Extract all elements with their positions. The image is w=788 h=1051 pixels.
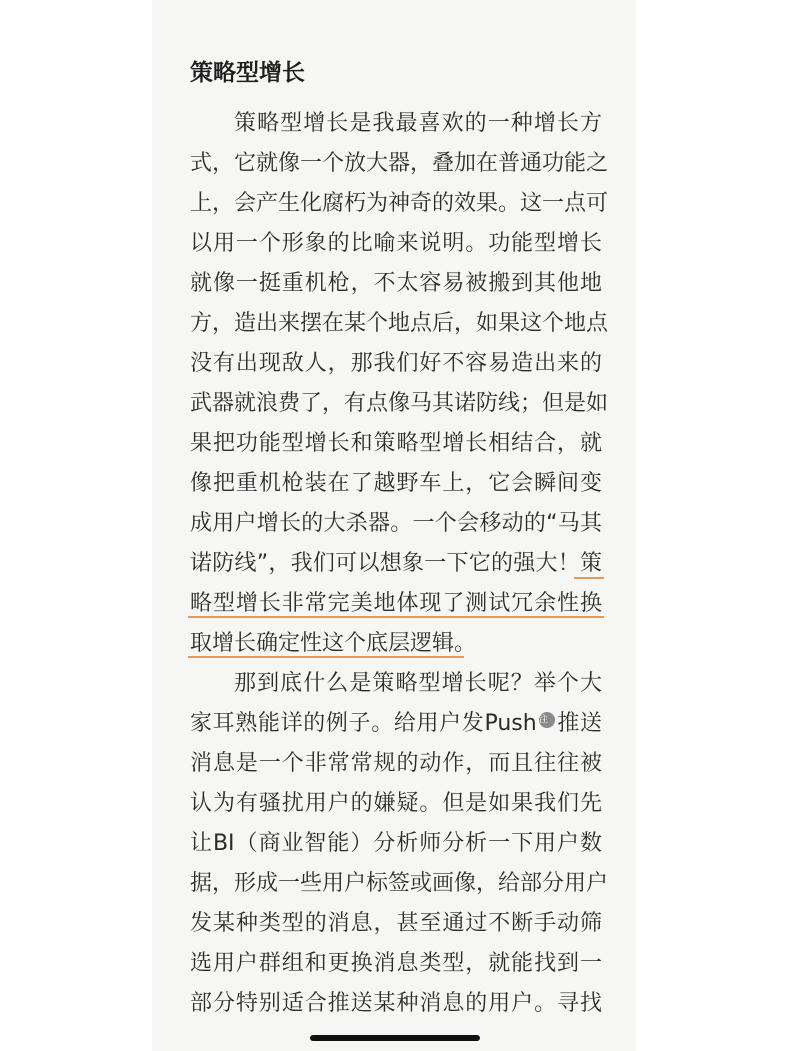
paragraph-1-line-8: 武器就浪费了，有点像马其诺防线；但是如 — [190, 391, 609, 416]
paragraph-2-line-5: 让BI（商业智能）分析师分析一下用户数 — [190, 831, 602, 856]
book-page — [152, 0, 636, 1051]
paragraph-2-line-4: 认为有骚扰用户的嫌疑。但是如果我们先 — [190, 791, 602, 816]
highlight-underline — [188, 616, 604, 618]
paragraph-1-line-3: 上，会产生化腐朽为神奇的效果。这一点可 — [190, 191, 609, 216]
highlight-underline — [574, 577, 604, 579]
paragraph-1-line-6: 方，造出来摆在某个地点后，如果这个地点 — [190, 311, 609, 336]
paragraph-2-line-1: 那到底什么是策略型增长呢？举个大 — [234, 671, 602, 696]
paragraph-2-line-9: 部分特别适合推送某种消息的用户。寻找 — [190, 991, 602, 1016]
home-indicator[interactable] — [310, 1035, 480, 1041]
paragraph-1-line-12: 诺防线”，我们可以想象一下它的强大！策 — [190, 551, 602, 576]
highlight-underline — [188, 656, 464, 658]
paragraph-2-line-2-tail: 推送 — [556, 711, 602, 736]
paragraph-1-line-2: 式，它就像一个放大器，叠加在普通功能之 — [190, 151, 609, 176]
paragraph-1-line-10: 像把重机枪装在了越野车上，它会瞬间变 — [190, 471, 602, 496]
paragraph-1-line-4: 以用一个形象的比喻来说明。功能型增长 — [190, 231, 602, 256]
paragraph-2-line-2 — [190, 704, 602, 744]
paragraph-1-line-11: 成用户增长的大杀器。一个会移动的“马其 — [190, 511, 602, 536]
section-heading: 策略型增长 — [190, 60, 305, 86]
paragraph-1-line-5: 就像一挺重机枪，不太容易被搬到其他地 — [190, 271, 602, 296]
footnote-marker-icon[interactable]: 注 — [539, 712, 555, 728]
paragraph-2-line-3: 消息是一个非常常规的动作，而且往往被 — [190, 751, 602, 776]
paragraph-1-line-14: 取增长确定性这个底层逻辑。 — [190, 631, 477, 656]
paragraph-2-line-2-text: 家耳熟能详的例子。给用户发Push — [190, 711, 537, 736]
paragraph-1-line-7: 没有出现敌人，那我们好不容易造出来的 — [190, 351, 602, 376]
paragraph-2-line-8: 选用户群组和更换消息类型，就能找到一 — [190, 951, 602, 976]
paragraph-2-line-6: 据，形成一些用户标签或画像，给部分用户 — [190, 871, 609, 896]
paragraph-2-line-7: 发某种类型的消息，甚至通过不断手动筛 — [190, 911, 602, 936]
paragraph-1-line-9: 果把功能型增长和策略型增长相结合，就 — [190, 431, 602, 456]
paragraph-1-line-13: 略型增长非常完美地体现了测试冗余性换 — [190, 591, 602, 616]
paragraph-1-line-1: 策略型增长是我最喜欢的一种增长方 — [234, 111, 602, 136]
